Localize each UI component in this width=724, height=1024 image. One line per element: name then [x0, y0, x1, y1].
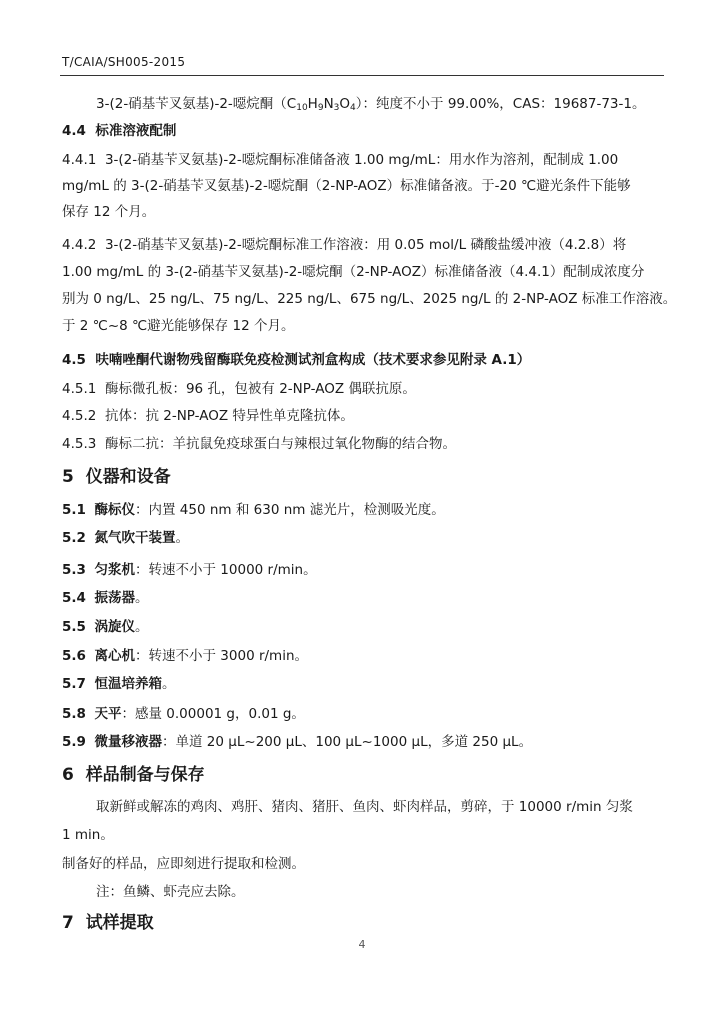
item-name: 天平 — [94, 706, 122, 722]
page-number: 4 — [358, 938, 366, 951]
section-4-5-2 — [62, 407, 354, 425]
formula-sub-n: 3 — [333, 103, 340, 113]
item-desc: 。 — [135, 590, 149, 606]
item-name: 离心机 — [94, 648, 136, 664]
instrument-item — [62, 618, 149, 636]
formula-n: N — [323, 96, 334, 112]
paragraph-text: 3-(2-硝基苄叉氨基)-2-噁烷酮标准工作溶液：用 0.05 mol/L 磷酸盐缓冲液（4.2.8）将 — [104, 237, 627, 253]
formula-sub-h: 9 — [317, 103, 324, 113]
section-4-5-heading — [62, 351, 530, 369]
item-number: 5.1 — [62, 502, 86, 518]
section-4-4-2-line-4: 于 2 ℃~8 ℃避光能够保存 12 个月。 — [62, 318, 295, 334]
chapter-title: 仪器和设备 — [85, 467, 171, 487]
instrument-item — [62, 501, 445, 519]
item-desc: 。 — [175, 530, 190, 546]
instrument-item — [62, 675, 176, 693]
section-6-line-3: 制备好的样品，应即刻进行提取和检测。 — [62, 856, 305, 872]
standard-code: T/CAIA/SH005-2015 — [62, 55, 186, 69]
item-number: 5.6 — [62, 648, 86, 664]
paragraph-text: 抗体：抗 2-NP-AOZ 特异性单克隆抗体。 — [104, 408, 354, 424]
chapter-5-heading — [62, 466, 171, 488]
section-number: 4.5.1 — [62, 381, 97, 397]
section-number: 4.5.2 — [62, 408, 97, 424]
item-name: 涡旋仪 — [94, 619, 136, 635]
formula-h: H — [307, 96, 318, 112]
item-desc: ：内置 450 nm 和 630 nm 滤光片，检测吸光度。 — [135, 502, 445, 518]
chapter-number: 7 — [62, 913, 74, 933]
item-desc: ：感量 0.00001 g，0.01 g。 — [121, 706, 305, 722]
section-6-note: 注：鱼鳞、虾壳应去除。 — [96, 884, 245, 900]
item-desc: ：转速不小于 10000 r/min。 — [135, 562, 317, 578]
chapter-7-heading — [62, 912, 154, 934]
section-4-4-2-line-1 — [62, 236, 626, 254]
chapter-title: 试样提取 — [85, 913, 154, 933]
instrument-item — [62, 733, 532, 751]
item-number: 5.5 — [62, 619, 86, 635]
item-desc: ：转速不小于 3000 r/min。 — [135, 648, 309, 664]
section-4-5-3 — [62, 435, 456, 453]
item-name: 微量移液器 — [94, 734, 163, 750]
item-desc: 。 — [162, 676, 176, 692]
item-name: 恒温培养箱 — [94, 676, 163, 692]
instrument-item — [62, 647, 308, 665]
item-name: 酶标仪 — [94, 502, 136, 518]
item-number: 5.3 — [62, 562, 86, 578]
formula-o: O — [339, 96, 351, 112]
formula-sub-o: 4 — [350, 103, 356, 113]
item-number: 5.7 — [62, 676, 86, 692]
instrument-item — [62, 529, 189, 547]
chapter-number: 5 — [62, 467, 74, 487]
section-4-4-1-line-1 — [62, 151, 618, 169]
section-number: 4.4 — [62, 123, 86, 139]
section-6-line-1: 取新鲜或解冻的鸡肉、鸡肝、猪肉、猪肝、鱼肉、虾肉样品，剪碎，于 10000 r/min 匀浆 — [96, 799, 633, 815]
reagent-pre: 3-(2-硝基苄叉氨基)-2-噁烷酮（C — [96, 96, 297, 112]
section-4-4-2-line-3: 别为 0 ng/L、25 ng/L、75 ng/L、225 ng/L、675 ng/L、2025 ng/L 的 2-NP-AOZ 标准工作溶液。 — [62, 291, 677, 307]
item-number: 5.4 — [62, 590, 86, 606]
instrument-item — [62, 561, 317, 579]
item-number: 5.2 — [62, 530, 86, 546]
item-name: 氮气吹干装置 — [94, 530, 176, 546]
section-number: 4.5.3 — [62, 436, 97, 452]
item-number: 5.8 — [62, 706, 86, 722]
section-4-4-2-line-2: 1.00 mg/mL 的 3-(2-硝基苄叉氨基)-2-噁烷酮（2-NP-AOZ）标准储备液（4.4.1）配制成浓度分 — [62, 264, 645, 280]
section-number: 4.4.2 — [62, 237, 97, 253]
instrument-item — [62, 589, 149, 607]
header-rule — [60, 75, 664, 76]
item-desc: ：单道 20 μL~200 μL、100 μL~1000 μL，多道 250 μL。 — [162, 734, 533, 750]
section-4-4-1-line-2: mg/mL 的 3-(2-硝基苄叉氨基)-2-噁烷酮（2-NP-AOZ）标准储备液。于-20 ℃避光条件下能够 — [62, 178, 631, 194]
section-4-4-1-line-3: 保存 12 个月。 — [62, 204, 156, 220]
section-6-line-2: 1 min。 — [62, 827, 114, 843]
item-name: 振荡器 — [94, 590, 136, 606]
section-4-5-1 — [62, 380, 416, 398]
section-title: 标准溶液配制 — [95, 123, 177, 139]
paragraph-text: 3-(2-硝基苄叉氨基)-2-噁烷酮标准储备液 1.00 mg/mL：用水作为溶剂，配制成 1.00 — [104, 152, 619, 168]
section-4-4-heading — [62, 122, 176, 140]
paragraph-text: 酶标微孔板：96 孔，包被有 2-NP-AOZ 偶联抗原。 — [104, 381, 416, 397]
item-name: 匀浆机 — [94, 562, 136, 578]
section-title: 呋喃唑酮代谢物残留酶联免疫检测试剂盒构成（技术要求参见附录 A.1） — [95, 352, 531, 368]
reagent-post: ）：纯度不小于 99.00%，CAS：19687-73-1。 — [355, 96, 646, 112]
instrument-item — [62, 705, 305, 723]
chapter-number: 6 — [62, 765, 74, 785]
item-number: 5.9 — [62, 734, 86, 750]
paragraph-text: 酶标二抗：羊抗鼠免疫球蛋白与辣根过氧化物酶的结合物。 — [104, 436, 456, 452]
chapter-title: 样品制备与保存 — [85, 765, 205, 785]
formula-sub-c: 10 — [296, 103, 308, 113]
section-number: 4.5 — [62, 352, 86, 368]
reagent-line — [96, 95, 645, 113]
chapter-6-heading — [62, 764, 205, 786]
section-number: 4.4.1 — [62, 152, 97, 168]
item-desc: 。 — [135, 619, 149, 635]
